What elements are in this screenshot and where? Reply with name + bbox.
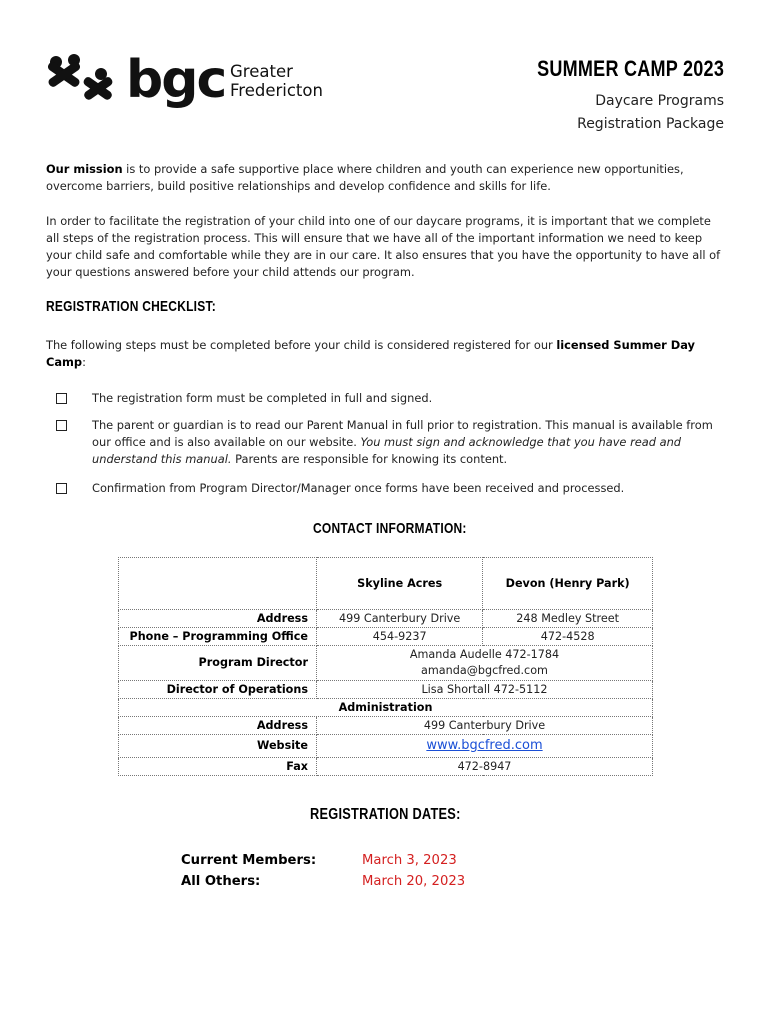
website-label: Website [119,735,317,758]
table-row [119,628,653,646]
checklist-item [56,390,728,407]
website-cell [317,735,653,758]
item2-italic: You must sign and acknowledge that you have read and understand this manual. [92,435,682,466]
admin-address-value: 499 Canterbury Drive [317,717,653,735]
subtitle-line2: Registration Package [577,116,724,132]
checkbox-icon[interactable] [56,393,67,404]
table-row [119,558,653,610]
logo-location-line2: Fredericton [230,81,323,100]
checklist-item-text: Confirmation from Program Director/Manager once forms have been received and processed. [92,481,625,495]
table-row [119,681,653,699]
checklist-item [56,480,728,497]
checklist-intro-bold: licensed Summer Day Camp [46,338,695,369]
current-members-label: Current Members: [181,853,317,868]
checkbox-icon[interactable] [56,483,67,494]
director-email[interactable]: amanda@bgcfred.com [421,664,548,677]
people-mark-icon [44,54,122,114]
logo-wordmark: bgc [126,50,226,110]
page-title: SUMMER CAMP 2023 [536,56,724,81]
phone-devon: 472-4528 [483,628,653,646]
intro-paragraph: In order to facilitate the registration of your child into one of our daycare programs, it is important that we complete all steps of the registration process. This will ensure that we have all of the important information we need to keep your child safe and comfortable while they are in our care. It also ensures that you have the opportunity to have all of your questions answered before your child attends our program. [46,214,721,279]
logo-location [230,62,323,100]
address-label: Address [119,610,317,628]
address-devon: 248 Medley Street [483,610,653,628]
subtitle-line1: Daycare Programs [595,93,724,109]
checklist-intro [46,337,726,371]
page-subtitle [577,90,724,136]
column-header-devon: Devon (Henry Park) [483,558,653,610]
checklist-intro-pre: The following steps must be completed before your child is considered registered for our [46,338,557,352]
bgc-logo [44,48,344,128]
checklist-item [56,417,728,468]
contact-table [118,557,653,776]
operations-label: Director of Operations [119,681,317,699]
table-row [119,699,653,717]
item2-pre: The parent or guardian is to read our Parent Manual in full prior to registration. This manual is available from our office and is also available on our website. [92,418,713,449]
column-header-skyline: Skyline Acres [317,558,483,610]
director-label: Program Director [119,646,317,681]
table-row [119,735,653,758]
phone-skyline: 454-9237 [317,628,483,646]
fax-value: 472-8947 [317,758,653,776]
mission-text: is to provide a safe supportive place where children and youth can experience new opportunities, overcome barriers, build positive relationships and develop confidence and skills for life. [46,162,684,193]
all-others-date: March 20, 2023 [362,874,466,889]
website-link[interactable]: www.bgcfred.com [426,738,543,753]
checklist-item-text [92,417,728,468]
checklist-heading: REGISTRATION CHECKLIST: [46,298,216,315]
fax-label: Fax [119,758,317,776]
logo-location-line1: Greater [230,62,293,81]
mission-label: Our mission [46,162,123,176]
checklist-intro-post: : [82,355,86,369]
table-row [119,646,653,681]
checklist-item-text: The registration form must be completed in full and signed. [92,391,433,405]
item2-post: Parents are responsible for knowing its content. [231,452,508,466]
table-row [119,717,653,735]
director-value [317,646,653,681]
contact-heading: CONTACT INFORMATION: [313,520,467,537]
all-others-label: All Others: [181,874,261,889]
table-row [119,758,653,776]
phone-label: Phone – Programming Office [119,628,317,646]
director-name: Amanda Audelle 472-1784 [409,648,560,661]
address-skyline: 499 Canterbury Drive [317,610,483,628]
mission-paragraph [46,161,726,195]
operations-value: Lisa Shortall 472-5112 [317,681,653,699]
table-row [119,610,653,628]
administration-header: Administration [119,699,653,717]
checkbox-icon[interactable] [56,420,67,431]
current-members-date: March 3, 2023 [362,853,457,868]
empty-cell [119,558,317,610]
dates-heading: REGISTRATION DATES: [310,806,461,823]
admin-address-label: Address [119,717,317,735]
